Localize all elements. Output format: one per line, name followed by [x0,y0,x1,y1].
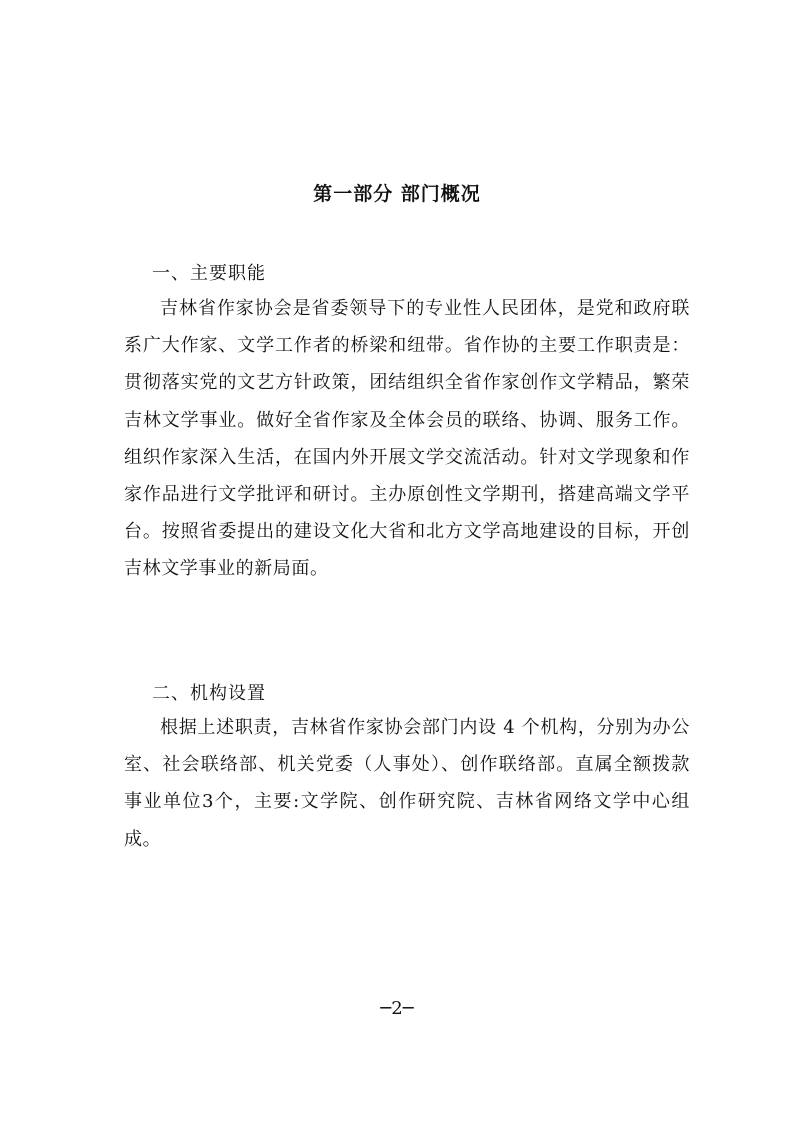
page-title: 第一部分 部门概况 [313,183,481,205]
page-number: ─2─ [380,998,414,1019]
section-heading-organization: 二、机构设置 [152,683,266,704]
section-body-organization: 根据上述职责，吉林省作家协会部门内设 4 个机构，分别为办公室、社会联络部、机关党委（人事处）、创作联络部。直属全额拨款事业单位3个，主要:文学院、创作研究院、吉林省网络文学中心组成。 [124,717,690,850]
section-body-functions: 吉林省作家协会是省委领导下的专业性人民团体，是党和政府联系广大作家、文学工作者的桥梁和纽带。省作协的主要工作职责是：贯彻落实党的文艺方针政策，团结组织全省作家创作文学精品，繁荣吉林文学事业。做好全省作家及全体会员的联络、协调、服务工作。组织作家深入生活，在国内外开展文学交流活动。针对文学现象和作家作品进行文学批评和研讨。主办原创性文学期刊，搭建高端文学平台。按照省委提出的建设文化大省和北方文学高地建设的目标，开创吉林文学事业的新局面。 [124,298,690,580]
section-heading-functions: 一、主要职能 [152,263,266,284]
